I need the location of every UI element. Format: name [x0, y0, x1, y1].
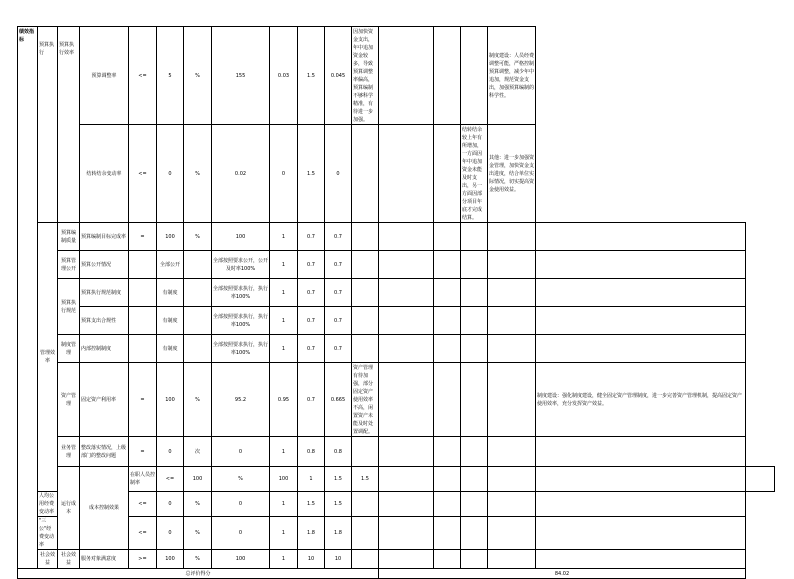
weight-cell: 1.5: [325, 467, 352, 492]
score-ratio-cell: 0.95: [270, 363, 298, 437]
target-cell: 0: [157, 517, 184, 550]
indicator-cell: 整改落实情况，上级部门的整改问题: [80, 437, 129, 467]
actual-cell: 0: [212, 492, 270, 517]
score-ratio-cell: 1: [270, 550, 298, 569]
empty-cell: [461, 517, 488, 550]
score-cell: 1.8: [325, 517, 352, 550]
empty-cell: [434, 27, 461, 125]
reason-cell: 资产管理有待加强，部分固定资产使用效率不高，闲置资产未能及时处置调配。: [352, 363, 379, 437]
target-cell: 5: [157, 27, 184, 125]
empty-cell: [536, 307, 746, 335]
measure-cell: 其他：进一步加强资金管理，加快资金支出进度，结合单位实际情况，切实提高资金使用效益。: [488, 125, 536, 223]
target-cell: 100: [157, 363, 184, 437]
empty-cell: [461, 550, 488, 569]
score-ratio-cell: 1: [270, 279, 298, 307]
table-row: [18, 492, 775, 517]
score-cell: 0.8: [325, 437, 352, 467]
empty-cell: [488, 279, 536, 307]
table-row: [18, 251, 775, 279]
target-cell: 0: [157, 492, 184, 517]
score-ratio-cell: 1: [270, 517, 298, 550]
empty-cell: [536, 251, 746, 279]
table-row: [18, 223, 775, 251]
score-cell: 0.045: [325, 27, 352, 125]
footer-row: [18, 569, 775, 579]
empty-cell: [352, 279, 379, 307]
empty-cell: [488, 550, 536, 569]
empty-cell: [352, 492, 379, 517]
group-budget-exec-rate: 预算执行效率: [58, 27, 80, 223]
empty-cell: [461, 467, 488, 492]
group-social-benefit: 社会效益: [38, 550, 58, 569]
op-cell: [129, 307, 157, 335]
op-cell: =: [129, 363, 157, 437]
performance-table: [17, 26, 775, 579]
score-cell: 0.7: [325, 307, 352, 335]
unit-cell: %: [212, 467, 270, 492]
indicator-cell: 预算公开情况: [80, 251, 129, 279]
empty-cell: [536, 437, 746, 467]
table-row: [18, 550, 775, 569]
indicator-cell: 预算调整率: [80, 27, 129, 125]
score-ratio-cell: 0.03: [270, 27, 298, 125]
group-cost-control: 成本控制效果: [80, 467, 129, 550]
table-row: [18, 517, 775, 550]
empty-cell: [434, 279, 461, 307]
empty-cell: [352, 125, 379, 223]
actual-cell: 全部按照要求公开，公开及时率100%: [212, 251, 270, 279]
unit-cell: [184, 251, 212, 279]
score-ratio-cell: 1: [270, 437, 298, 467]
op-cell: =: [129, 437, 157, 467]
empty-cell: [434, 125, 461, 223]
total-label: 总评价得分: [18, 569, 379, 579]
empty-cell: [536, 492, 746, 517]
target-cell: 有制度: [157, 307, 184, 335]
empty-cell: [488, 307, 536, 335]
weight-cell: 0.7: [298, 307, 325, 335]
target-cell: 0: [157, 125, 184, 223]
empty-cell: [352, 223, 379, 251]
unit-cell: %: [184, 550, 212, 569]
actual-cell: 0.02: [212, 125, 270, 223]
evaluation-sheet: [17, 26, 775, 579]
level1-effect-cell: 绩效指标: [18, 27, 38, 223]
empty-cell: [434, 437, 461, 467]
empty-cell: [352, 517, 379, 550]
score-cell: 0.7: [325, 279, 352, 307]
weight-cell: 1.8: [298, 517, 325, 550]
actual-cell: 155: [212, 27, 270, 125]
group-social-benefit-sub: 社会效益: [58, 550, 80, 569]
score-ratio-cell: 1: [270, 307, 298, 335]
empty-cell: [434, 550, 461, 569]
table-row: [18, 125, 775, 223]
table-row: [18, 307, 775, 335]
empty-cell: [434, 307, 461, 335]
op-cell: [129, 251, 157, 279]
table-row: [18, 279, 775, 307]
unit-cell: [184, 307, 212, 335]
weight-cell: 10: [298, 550, 325, 569]
empty-cell: [488, 363, 536, 437]
empty-cell: [461, 307, 488, 335]
target-cell: 0: [157, 437, 184, 467]
empty-cell: [18, 223, 38, 569]
empty-cell: [488, 335, 536, 363]
empty-cell: [488, 517, 536, 550]
actual-cell: 95.2: [212, 363, 270, 437]
empty-cell: [379, 492, 434, 517]
empty-cell: [379, 550, 434, 569]
table-row: [18, 467, 775, 492]
target-cell: 有制度: [157, 335, 184, 363]
empty-cell: [379, 335, 434, 363]
empty-cell: [488, 223, 536, 251]
indicator-cell: 预算编制目标完成率: [80, 223, 129, 251]
empty-cell: [461, 363, 488, 437]
empty-cell: [379, 27, 434, 125]
op-cell: <=: [129, 492, 157, 517]
actual-cell: 全部按照要求执行，执行率100%: [212, 279, 270, 307]
actual-cell: 全部按照要求执行，执行率100%: [212, 335, 270, 363]
group-operation-cost: 运行成本: [58, 467, 80, 550]
empty-cell: [352, 251, 379, 279]
group-budget-mgmt: 预算编制质量: [58, 223, 80, 251]
group-mgmt-eff: 管理效率: [38, 223, 58, 492]
score-ratio-cell: 0: [270, 125, 298, 223]
score-cell: 0.7: [325, 251, 352, 279]
score-cell: 0: [325, 125, 352, 223]
empty-cell: [488, 492, 536, 517]
unit-cell: [184, 279, 212, 307]
actual-cell: 100: [212, 550, 270, 569]
empty-cell: [536, 517, 746, 550]
unit-cell: %: [184, 517, 212, 550]
empty-cell: [379, 437, 434, 467]
weight-cell: 0.7: [298, 223, 325, 251]
empty-cell: [434, 335, 461, 363]
empty-cell: [379, 307, 434, 335]
op-cell: <=: [129, 517, 157, 550]
measure-cell: 制度建设：人员经费调整可能，严格控制预算调整，减少年中追加，规范资金支出，加强预算编制的科学性。: [488, 27, 536, 125]
indicator-cell: 人均公用经费变动率: [38, 492, 58, 517]
reason-cell: 结转结余较上年有所增加，一方面因年中追加资金未能及时支出，另一方面因部分项目年底才完成结算。: [461, 125, 488, 223]
empty-cell: [379, 223, 434, 251]
empty-cell: [488, 437, 536, 467]
empty-cell: [488, 467, 536, 492]
unit-cell: %: [184, 223, 212, 251]
table-row: [18, 363, 775, 437]
empty-cell: [352, 335, 379, 363]
actual-cell: 100: [212, 223, 270, 251]
empty-cell: [488, 251, 536, 279]
empty-cell: [746, 467, 775, 492]
table-row: [18, 335, 775, 363]
score-ratio-cell: 1: [270, 251, 298, 279]
table-row: [18, 437, 775, 467]
weight-cell: 1.5: [298, 27, 325, 125]
score-ratio-cell: 1: [270, 335, 298, 363]
weight-cell: 0.7: [298, 335, 325, 363]
weight-cell: 0.7: [298, 363, 325, 437]
empty-cell: [536, 279, 746, 307]
empty-cell: [461, 251, 488, 279]
empty-cell: [379, 517, 434, 550]
measure-cell: 制度建设：强化制度建设，健全固定资产管理制度，进一步完善资产管理机制，提高固定资产使用效率，充分发挥资产效益。: [536, 363, 746, 437]
indicator-cell: 结转结余变动率: [80, 125, 129, 223]
indicator-cell: 预算执行规范制度: [80, 279, 129, 307]
score-cell: 0.7: [325, 223, 352, 251]
weight-cell: 1.5: [298, 492, 325, 517]
actual-cell: 100: [270, 467, 298, 492]
empty-cell: [352, 307, 379, 335]
unit-cell: %: [184, 27, 212, 125]
unit-cell: [184, 335, 212, 363]
actual-cell: 0: [212, 437, 270, 467]
group-budget-public: 预算管理公开: [58, 251, 80, 279]
empty-cell: [434, 251, 461, 279]
group-budget-exec2: 预算执行规范: [58, 279, 80, 335]
empty-cell: [379, 467, 434, 492]
table-row: [18, 27, 775, 125]
empty-cell: [434, 223, 461, 251]
empty-cell: [379, 125, 434, 223]
score-cell: 0.665: [325, 363, 352, 437]
indicator-cell: 在职人员控制率: [129, 467, 157, 492]
total-score: 84.02: [379, 569, 746, 579]
weight-cell: 0.8: [298, 437, 325, 467]
op-cell: [129, 335, 157, 363]
empty-cell: [352, 437, 379, 467]
op-cell: <=: [129, 125, 157, 223]
indicator-cell: 预算支出合规性: [80, 307, 129, 335]
empty-cell: [461, 335, 488, 363]
unit-cell: %: [184, 125, 212, 223]
empty-cell: [536, 223, 746, 251]
score-cell: 1.5: [325, 492, 352, 517]
op-cell: <=: [157, 467, 184, 492]
empty-cell: [434, 363, 461, 437]
empty-cell: [536, 335, 746, 363]
target-cell: 100: [157, 223, 184, 251]
indicator-cell: 内部控制制度: [80, 335, 129, 363]
score-ratio-cell: 1: [270, 223, 298, 251]
score-cell: 10: [325, 550, 352, 569]
group-budget-exec: 预算执行: [38, 27, 58, 223]
empty-cell: [461, 223, 488, 251]
unit-cell: %: [184, 363, 212, 437]
op-cell: >=: [129, 550, 157, 569]
group-internal-mgmt: 制度管理: [58, 335, 80, 363]
score-cell: 1.5: [352, 467, 379, 492]
unit-cell: 次: [184, 437, 212, 467]
empty-cell: [379, 279, 434, 307]
empty-cell: [461, 437, 488, 467]
target-cell: 全部公开: [157, 251, 184, 279]
empty-cell: [434, 517, 461, 550]
score-cell: 0.7: [325, 335, 352, 363]
op-cell: =: [129, 223, 157, 251]
target-cell: 100: [157, 550, 184, 569]
weight-cell: 1.5: [298, 125, 325, 223]
empty-cell: [379, 251, 434, 279]
group-asset-mgmt: 资产管理: [58, 363, 80, 437]
empty-cell: [461, 492, 488, 517]
op-cell: [129, 279, 157, 307]
empty-cell: [461, 27, 488, 125]
indicator-cell: "三公"经费变动率: [38, 517, 58, 550]
actual-cell: 0: [212, 517, 270, 550]
actual-cell: 全部按照要求执行，执行率100%: [212, 307, 270, 335]
indicator-cell: 服务对象满意度: [80, 550, 129, 569]
target-cell: 有制度: [157, 279, 184, 307]
score-ratio-cell: 1: [270, 492, 298, 517]
op-cell: <=: [129, 27, 157, 125]
empty-cell: [536, 550, 746, 569]
reason-cell: 因加快资金支出，年中追加资金较多，导致预算调整率偏高，预算编制不够科学精准，有待进一步加强。: [352, 27, 379, 125]
empty-cell: [461, 279, 488, 307]
target-cell: 100: [184, 467, 212, 492]
empty-cell: [434, 467, 461, 492]
weight-cell: 0.7: [298, 251, 325, 279]
score-ratio-cell: 1: [298, 467, 325, 492]
weight-cell: 0.7: [298, 279, 325, 307]
unit-cell: %: [184, 492, 212, 517]
empty-cell: [536, 467, 746, 492]
group-biz-mgmt: 业务管理: [58, 437, 80, 467]
empty-cell: [434, 492, 461, 517]
empty-cell: [379, 363, 434, 437]
indicator-cell: 固定资产利用率: [80, 363, 129, 437]
empty-cell: [352, 550, 379, 569]
